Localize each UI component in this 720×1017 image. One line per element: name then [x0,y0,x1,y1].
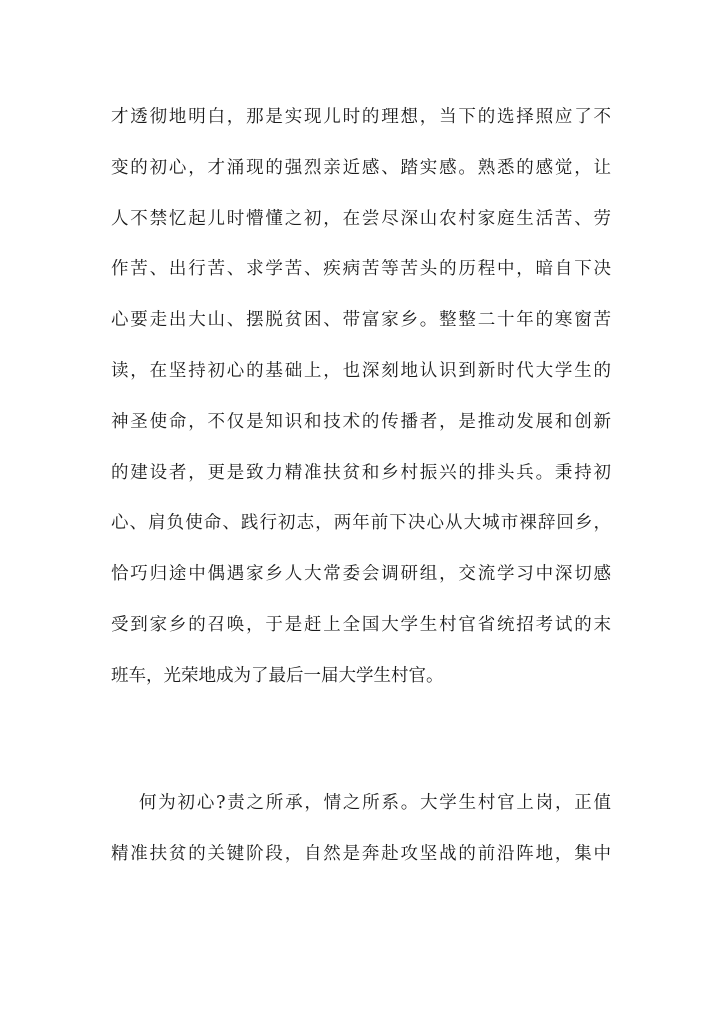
paragraph-line: 神圣使命，不仅是知识和技术的传播者，是推动发展和创新 [111,411,611,432]
paragraph-line: 变的初心，才涌现的强烈亲近感、踏实感。熟悉的感觉，让 [111,157,611,178]
paragraph-line: 人不禁忆起儿时懵懂之初，在尝尽深山农村家庭生活苦、劳 [111,208,611,229]
paragraph-line: 受到家乡的召唤，于是赶上全国大学生村官省统招考试的末 [111,614,611,635]
paragraph-line: 作苦、出行苦、求学苦、疾病苦等苦头的历程中，暗自下决 [111,259,611,280]
paragraph-line: 精准扶贫的关键阶段，自然是奔赴攻坚战的前沿阵地，集中 [111,843,611,864]
paragraph-line: 的建设者，更是致力精准扶贫和乡村振兴的排头兵。秉持初 [111,462,611,483]
paragraph-line: 何为初心?责之所承，情之所系。大学生村官上岗，正值 [139,793,611,813]
paragraph-line: 心、肩负使命、践行初志，两年前下决心从大城市裸辞回乡， [111,513,611,534]
paragraph-1 [111,92,611,702]
paragraph-line: 才透彻地明白，那是实现儿时的理想，当下的选择照应了不 [111,107,611,127]
paragraph-line: 读，在坚持初心的基础上，也深刻地认识到新时代大学生的 [111,360,611,381]
paragraph-line: 恰巧归途中偶遇家乡人大常委会调研组，交流学习中深切感 [111,564,611,585]
paragraph-line: 心要走出大山、摆脱贫困、带富家乡。整整二十年的寒窗苦 [111,310,611,331]
paragraph-line: 班车，光荣地成为了最后一届大学生村官。 [111,665,444,686]
paragraph-2 [111,778,611,880]
